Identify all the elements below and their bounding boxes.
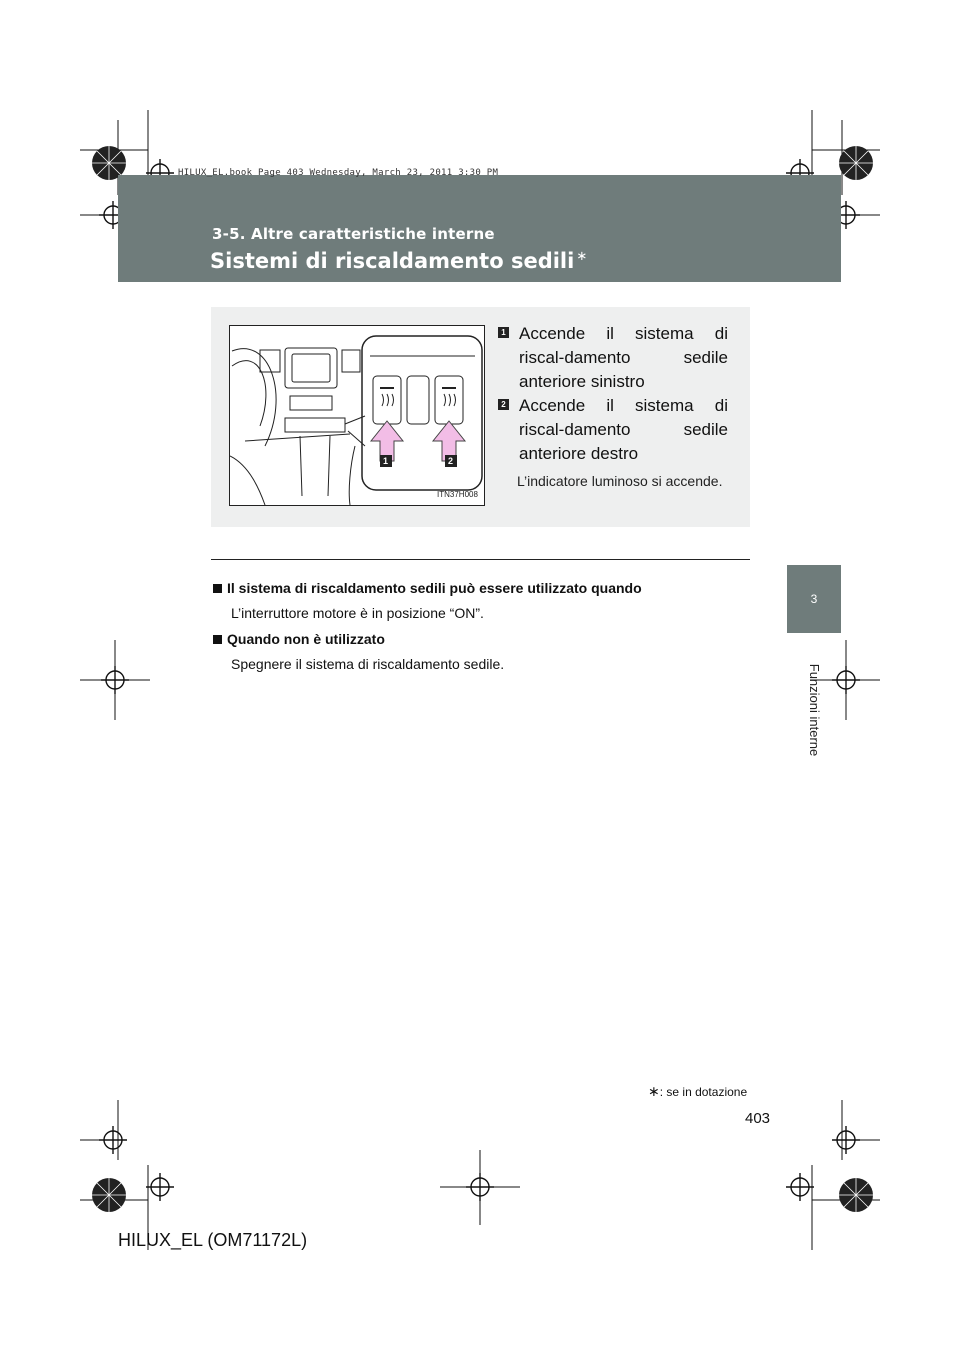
item-number: 1	[498, 327, 509, 338]
item-text: Accende il sistema di riscal-damento sedile anteriore sinistro	[519, 324, 728, 391]
figure-code: ITN37H008	[437, 490, 478, 499]
title-asterisk: ∗	[576, 249, 588, 264]
dashboard-drawing	[230, 326, 484, 505]
footnote	[648, 1083, 747, 1100]
section-label: 3-5. Altre caratteristiche interne	[212, 225, 495, 243]
square-bullet-icon	[213, 635, 222, 644]
footnote-text: : se in dotazione	[659, 1085, 748, 1099]
list-item	[498, 394, 728, 466]
model-code: HILUX_EL (OM71172L)	[118, 1230, 308, 1250]
square-bullet-icon	[213, 584, 222, 593]
list-item	[498, 322, 728, 394]
printer-slug: HILUX_EL.book Page 403 Wednesday, March 23, 2011 3:30 PM	[178, 168, 499, 178]
condition-heading-text: Il sistema di riscaldamento sedili può essere utilizzato quando	[227, 580, 642, 596]
callout-2-label: 2	[448, 456, 454, 466]
page-title	[210, 249, 587, 273]
divider	[211, 559, 750, 560]
chapter-tab: 3	[787, 565, 841, 633]
condition-text: L’interruttore motore è in posizione “ON”.	[231, 605, 484, 621]
page-number: 403	[745, 1110, 771, 1127]
chapter-label: Funzioni interne	[807, 663, 822, 757]
callout-1-label: 1	[383, 456, 389, 466]
seat-heater-illustration	[229, 325, 485, 506]
indicator-note: L’indicatore luminoso si accende.	[517, 473, 723, 489]
page-title-text: Sistemi di riscaldamento sedili	[210, 249, 575, 273]
footnote-asterisk: ∗	[648, 1083, 660, 1099]
condition-heading	[213, 631, 385, 647]
item-text: Accende il sistema di riscal-damento sedile anteriore destro	[519, 396, 728, 463]
condition-heading	[213, 580, 642, 596]
condition-heading-text: Quando non è utilizzato	[227, 631, 385, 647]
condition-text: Spegnere il sistema di riscaldamento sedile.	[231, 656, 505, 672]
item-number: 2	[498, 399, 509, 410]
